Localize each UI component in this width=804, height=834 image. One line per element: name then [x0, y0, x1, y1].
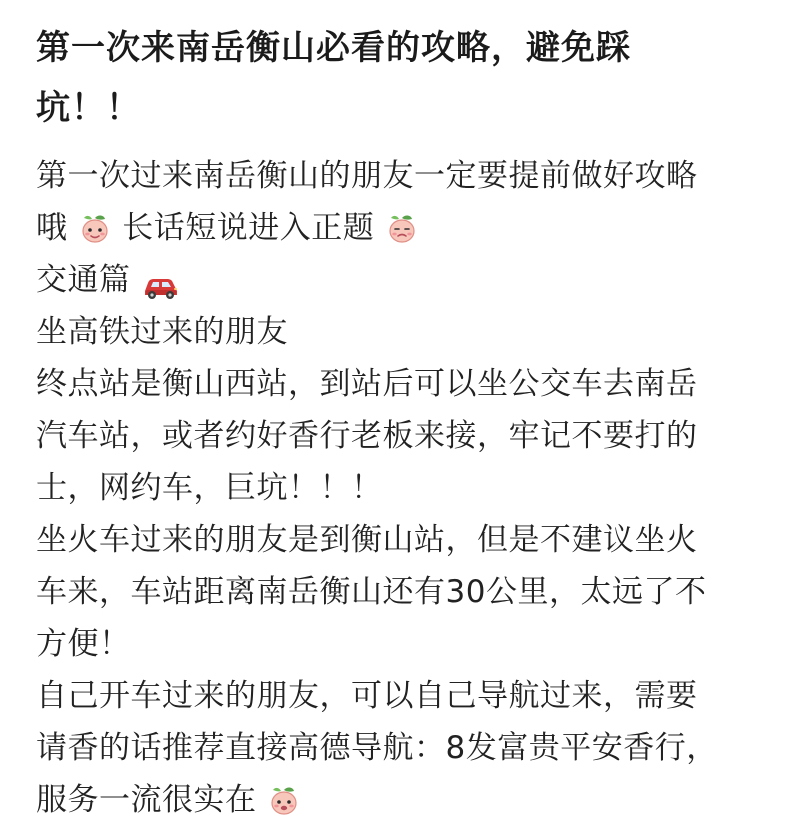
- intro-line-2: [36, 202, 770, 254]
- title-line-2: 坑！！: [36, 88, 141, 128]
- peach-face-icon-secondary: [385, 210, 419, 244]
- self-drive-line-1: 自己开车过来的朋友，可以自己导航过来，需要: [36, 678, 698, 714]
- train-line-2: 车来，车站距离南岳衡山还有30公里，太远了不: [36, 574, 707, 610]
- self-drive-line-3: [36, 774, 770, 826]
- high-speed-line-2: 汽车站，或者约好香行老板来接，牢记不要打的: [36, 418, 698, 454]
- intro-line-2-part-a: 哦: [36, 210, 68, 246]
- high-speed-heading: 坐高铁过来的朋友: [36, 314, 288, 350]
- peach-face-icon: [78, 210, 112, 244]
- peach-face-icon-final: [267, 782, 301, 816]
- car-icon: [141, 265, 181, 293]
- traffic-heading: 交通篇: [36, 262, 131, 298]
- high-speed-line-3: 士，网约车，巨坑！！！: [36, 470, 383, 506]
- train-line-3: 方便！: [36, 626, 131, 662]
- train-line-1: 坐火车过来的朋友是到衡山站，但是不建议坐火: [36, 522, 698, 558]
- traffic-heading-line: [36, 254, 770, 306]
- intro-line-1: 第一次过来南岳衡山的朋友一定要提前做好攻略: [36, 158, 698, 194]
- self-drive-line-3-text: 服务一流很实在: [36, 782, 257, 818]
- self-drive-line-2: 请香的话推荐直接高德导航：8发富贵平安香行，: [36, 730, 718, 766]
- post-title: [36, 18, 770, 138]
- post-body: [36, 150, 770, 826]
- title-line-1: 第一次来南岳衡山必看的攻略，避免踩: [36, 28, 631, 68]
- high-speed-line-1: 终点站是衡山西站，到站后可以坐公交车去南岳: [36, 366, 698, 402]
- intro-line-2-part-b: 长话短说进入正题: [122, 210, 375, 246]
